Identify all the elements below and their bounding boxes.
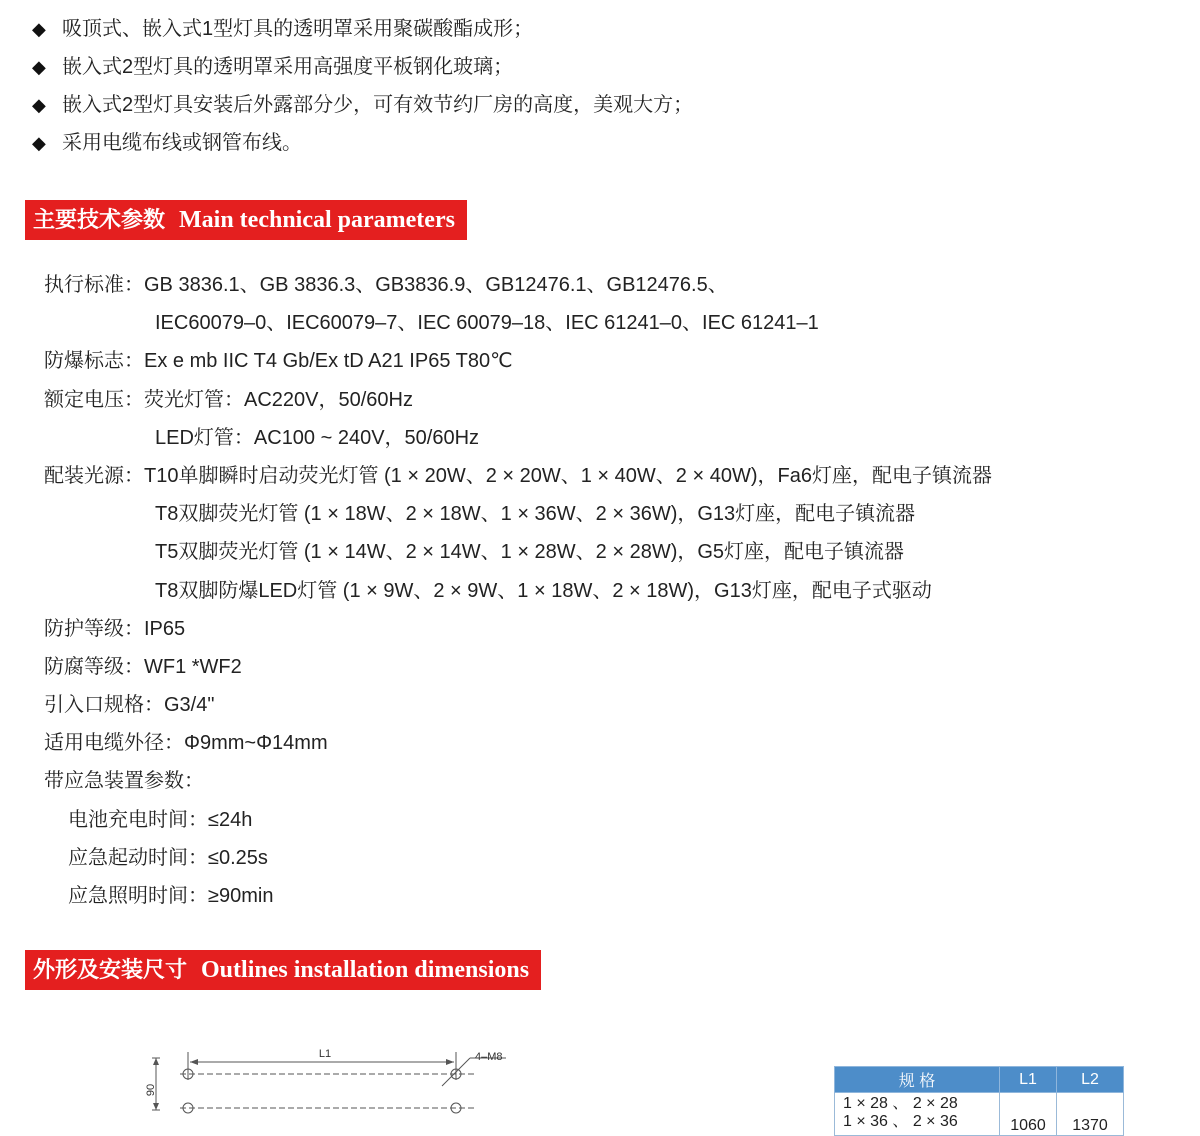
param-row-standard-cont: IEC60079–0、IEC60079–7、IEC 60079–18、IEC 61241–0、IEC 61241–1 [155,312,819,335]
spec-table [834,1066,1124,1136]
feature-list [32,10,693,162]
param-row-light-source-t8: T8双脚荧光灯管 (1 × 18W、2 × 18W、1 × 36W、2 × 36W)，G13灯座，配电子镇流器 [155,503,916,526]
param-row-explosion-mark: 防爆标志：Ex e mb IIC T4 Gb/Ex tD A21 IP65 T80℃ [44,350,513,373]
dimension-height-label: 90 [145,1083,157,1097]
param-row-corrosion: 防腐等级：WF1 *WF2 [44,655,242,678]
param-row-protection: 防护等级：IP65 [44,617,186,640]
table-cell-spec: 1 × 28 、 2 × 28 1 × 36 、 2 × 36 [835,1093,1000,1136]
table-header-l2: L2 [1057,1067,1124,1093]
param-row-emergency: 带应急装置参数： [44,770,204,793]
param-row-start-time: 应急起动时间：≤0.25s [68,846,268,869]
param-row-standard: 执行标准：GB 3836.1、GB 3836.3、GB3836.9、GB12476.1、GB12476.5、 [44,274,728,296]
feature-item: ◆ 嵌入式2型灯具的透明罩采用高强度平板钢化玻璃； [32,48,693,86]
param-row-charge-time: 电池充电时间：≤24h [68,808,253,831]
dimension-l1-label: L1 [318,1048,332,1060]
section-title-zh: 外形及安装尺寸 [33,957,188,983]
section-title-en: Main technical parameters [179,207,455,233]
diamond-bullet-icon: ◆ [32,57,46,77]
param-row-voltage: 额定电压：荧光灯管：AC220V，50/60Hz [44,388,413,411]
parameters-block [44,266,992,915]
param-row-cable: 适用电缆外径：Φ9mm~Φ14mm [44,732,328,755]
table-cell-l1: 1060 [1000,1093,1057,1136]
thread-label: 4–M8 [475,1051,503,1063]
section-title-zh: 主要技术参数 [33,207,166,233]
table-header-row [835,1067,1124,1093]
table-cell-l2: 1370 [1057,1093,1124,1136]
diamond-bullet-icon: ◆ [32,19,46,39]
param-row-light-source-t5: T5双脚荧光灯管 (1 × 14W、2 × 14W、1 × 28W、2 × 28W)，G5灯座，配电子镇流器 [155,541,905,564]
diamond-bullet-icon: ◆ [32,133,46,153]
feature-item: ◆ 嵌入式2型灯具安装后外露部分少，可有效节约厂房的高度，美观大方； [32,86,693,124]
section-title-en: Outlines installation dimensions [201,957,530,983]
section-header-technical-parameters [25,200,467,240]
table-header-l1: L1 [1000,1067,1057,1093]
feature-item: ◆ 采用电缆布线或钢管布线。 [32,124,693,162]
param-row-voltage-led: LED灯管：AC100 ~ 240V，50/60Hz [155,426,480,449]
table-row [835,1093,1124,1136]
diamond-bullet-icon: ◆ [32,95,46,115]
param-row-light-source-led: T8双脚防爆LED灯管 (1 × 9W、2 × 9W、1 × 18W、2 × 18W)，G13灯座，配电子式驱动 [155,579,932,602]
param-row-lighting-time: 应急照明时间：≥90min [68,885,274,907]
section-header-outlines [25,950,541,990]
table-header-spec: 规 格 [835,1067,1000,1093]
feature-item: ◆ 吸顶式、嵌入式1型灯具的透明罩采用聚碳酸酯成形； [32,10,693,48]
outline-drawing [130,1040,530,1124]
param-row-inlet: 引入口规格：G3/4" [44,694,215,717]
param-row-light-source: 配装光源：T10单脚瞬时启动荧光灯管 (1 × 20W、2 × 20W、1 × 40W、2 × 40W)，Fa6灯座，配电子镇流器 [44,464,992,487]
